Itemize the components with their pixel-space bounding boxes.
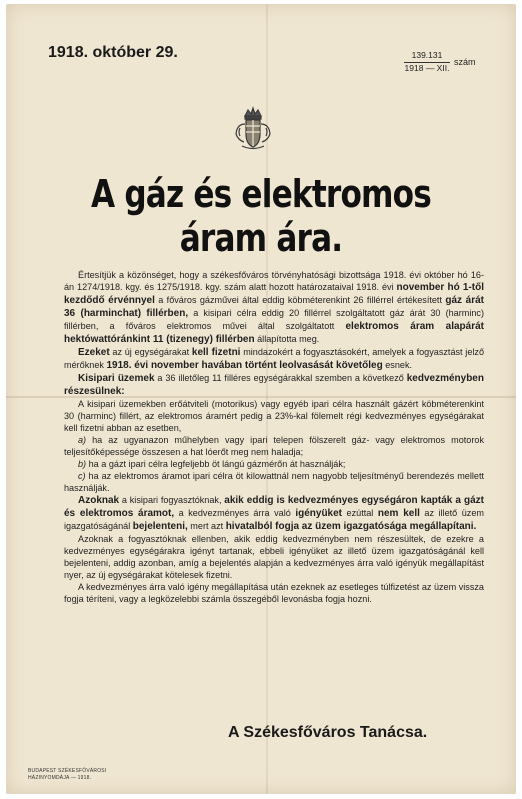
notice-paragraph — [64, 533, 484, 581]
notice-paragraph — [64, 372, 484, 398]
emphasized-text: november hó 1-től kezdődő érvénnyel — [64, 282, 484, 306]
body-text: ha az ugyanazon műhelyben vagy ipari telepen fölszerelt gáz- vagy elektromos motorok teljesítőképessége összesen a hat lóerőt meg nem haladja; — [64, 435, 484, 457]
emphasized-text: elektromos áram alapárát hektówattóránkint 11 (tizenegy) fillérben — [64, 321, 484, 345]
emphasized-text: Kisipari üzemek — [78, 373, 155, 384]
emphasized-text: kell fizetni — [191, 347, 241, 358]
notice-paragraph — [64, 346, 484, 372]
notice-paragraph — [64, 434, 484, 458]
coat-of-arms-icon — [228, 104, 278, 154]
emphasized-text: igényüket — [295, 508, 343, 519]
body-text: Azoknak a fogyasztóknak ellenben, akik eddig kedvezményben nem részesültek, de ezekre a kedvezményes egységárakra igényt tartanak, ebbeli igényüket az illető üzem igazgatóságánál kell bejelenteni, addig azonban, amíg a bejelentés alapján a kedvezményes árra való igényük megállapítást nyer, az új egységárakat kötelesek fizetni. — [64, 534, 484, 580]
body-text: esnek. — [382, 360, 413, 370]
body-text: a kedvezményes árra való — [174, 508, 296, 518]
poster-sheet — [6, 4, 516, 794]
reference-number-bottom: 1918 — XII. — [404, 63, 450, 73]
printer-imprint — [28, 768, 128, 782]
emphasized-text: kedvezményben részesülnek: — [64, 373, 484, 397]
body-text: mindazokért a fogyasztásokért, amelyek a fogyasztást jelző mérőknek — [64, 347, 485, 370]
emphasized-text: Azoknak — [78, 495, 120, 506]
printer-line-2: HÁZINYOMDÁJA — 1918. — [28, 775, 92, 781]
emphasized-text: hivatalból fogja az üzem igazgatósága megállapítani. — [225, 521, 477, 532]
emphasized-text: bejelenteni, — [132, 521, 188, 532]
notice-paragraph — [64, 581, 484, 605]
signature: A Székesfőváros Tanácsa. — [228, 724, 428, 741]
poster-date: 1918. október 29. — [48, 44, 178, 61]
emphasized-text: Ezeket — [78, 347, 110, 358]
body-text: ezúttal — [342, 508, 378, 518]
body-text: a főváros gázművei által eddig köbméterenkint 26 fillérrel értékesített — [154, 295, 446, 305]
body-text: b) — [78, 459, 87, 469]
body-text: a kisipari fogyasztóknak, — [119, 495, 225, 505]
emphasized-text: gáz árát 36 (harminchat) fillérben, — [64, 295, 484, 319]
emphasized-text: akik eddig is kedvezményes egységáron kapták a gázt és elektromos áramot, — [64, 495, 484, 519]
body-text: A kisipari üzemekben erőátviteli (motorikus) vagy egyéb ipari célra használt gázért köbméterenkint 30 (harminc) fillért, az elektromos áramért pedig a 23%-kal fölemelt régi kedvezményes egységárakat kell fizetni abban az esetben, — [64, 399, 484, 433]
notice-body — [64, 269, 484, 605]
body-text: mert azt — [187, 521, 226, 531]
printer-line-1: BUDAPEST SZÉKESFŐVÁROSI — [28, 768, 107, 774]
reference-number — [404, 50, 450, 74]
notice-paragraph — [64, 269, 484, 346]
body-text: ha a gázt ipari célra legfeljebb öt lángú gázmérőn át használják; — [86, 459, 346, 469]
poster-title: A gáz és elektromos áram ára. — [91, 172, 431, 260]
body-text: állapította meg. — [254, 334, 320, 344]
body-text: a 36 illetőleg 11 filléres egységárakkal szemben a következő — [154, 373, 407, 383]
reference-number-top: 139.131 — [404, 50, 450, 63]
notice-paragraph — [64, 398, 484, 434]
reference-label: szám — [454, 57, 476, 67]
notice-paragraph — [64, 458, 484, 470]
notice-paragraph — [64, 470, 484, 494]
body-text: a) — [78, 435, 87, 445]
emphasized-text: nem kell — [377, 508, 420, 519]
body-text: Értesítjük a közönséget, hogy a székesfőváros törvényhatósági bizottsága 1918. évi október hó 16-án 1274/1918. kgy. és 1275/1918. kgy. szám alatt hozott határozataival 1918. évi — [64, 270, 484, 292]
emphasized-text: 1918. évi november havában történt leolvasását követőleg — [106, 360, 383, 371]
body-text: az illető üzem igazgatóságánál — [64, 508, 484, 531]
body-text: ha az elektromos áramot ipari célra öt kilowattnál nem nagyobb teljesítményű berendezés mellett használják. — [64, 471, 484, 493]
notice-paragraph — [64, 494, 484, 533]
body-text: a kisipari célra eddig 20 fillérrel szolgáltatott gáz árát 30 (harminc) fillérben, a főváros elektromos művei által szolgáltatott — [64, 308, 484, 331]
body-text: az új egységárakat — [109, 347, 192, 357]
body-text: A kedvezményes árra való igény megállapítása után ezeknek az esetleges túlfizetést az üzem vissza fogja téríteni, vagy a legközelebbi számla összegéből levonásba fogja hozni. — [64, 582, 484, 604]
body-text: c) — [78, 471, 86, 481]
